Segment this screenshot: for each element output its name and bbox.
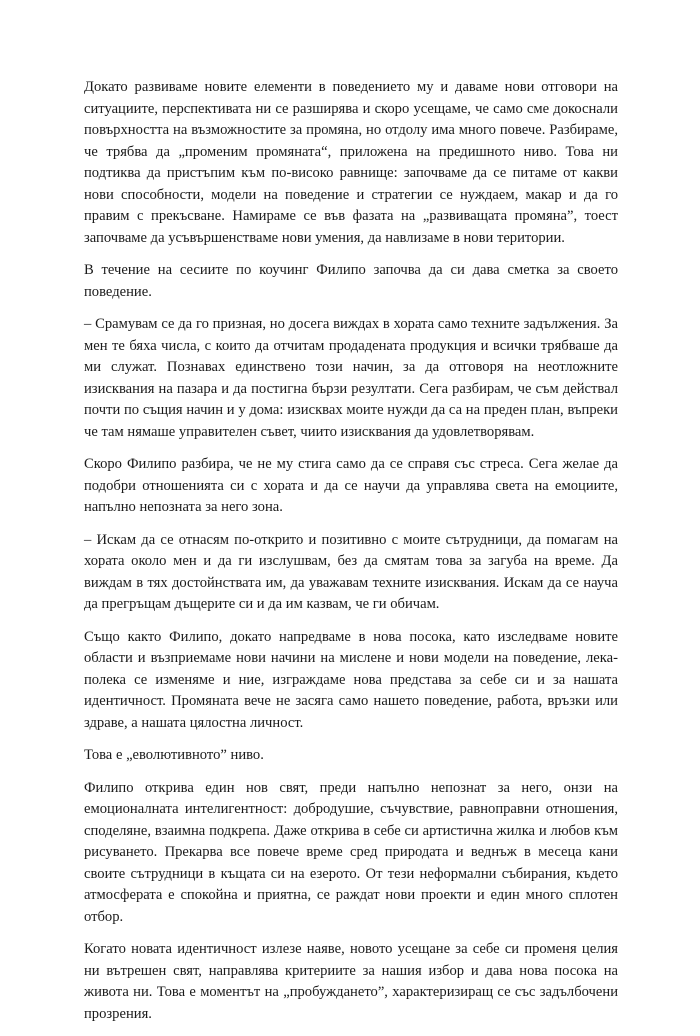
document-body <box>84 77 618 1036</box>
paragraph-3: – Срамувам се да го призная, но досега виждах в хората само техните задължения. За мен те бяха числа, с които да отчитам продадената продукция и всички трябваше да ми служат. Познавах единствено този начин, за да отговоря на неотложните изисквания на пазара и да постигна бързи резултати. Сега разбирам, че съм действал почти по същия начин и у дома: изисквах моите нужди да са на преден план, въпреки че там нямаше управителен съвет, чиито изисквания да удовлетворявам. <box>84 316 618 440</box>
paragraph-8: Филипо открива един нов свят, преди напълно непознат за него, онзи на емоционалната интелигентност: добродушие, съчувствие, равноправни отношения, споделяне, взаимна подкрепа. Даже открива в себе си артистична жилка и любов към рисуването. Прекарва все повече време сред природата и веднъж в месеца кани своите сътрудници в къщата си на езерото. От тези неформални събирания, където атмосферата е спокойна и приятна, се раждат нови проекти и един много сплотен отбор. <box>84 779 618 925</box>
paragraph-1: Докато развиваме новите елементи в поведението му и даваме нови отговори на ситуациите, перспективата ни се разширява и скоро усещаме, че само сме докоснали повърхността на възможностите за промяна, но отдолу има много повече. Разбираме, че трябва да „променим промяната“, приложена на предишното ниво. Това ни подтиква да пристъпим към по-високо равнище: започваме да се питаме от какви нови способности, модели на поведение и стратегии се нуждаем, макар и да го правим с прекъсване. Намираме се във фазата на „развиващата промяна”, тоест започваме да усъвършенстваме нови умения, да навлизаме в нови територии. <box>84 79 618 246</box>
paragraph-6: Също както Филипо, докато напредваме в нова посока, като изследваме новите области и възприемаме нови начини на мислене и нови модели на поведение, лека-полека се изменяме и ние, изграждаме нова представа за себе си и за нашата идентичност. Промяната вече не засяга само нашето поведение, работа, връзки или здраве, а нашата цялостна личност. <box>84 628 618 731</box>
paragraph-4: Скоро Филипо разбира, че не му стига само да се справя със стреса. Сега желае да подобри отношенията си с хората и да се научи да управлява света на емоциите, напълно непозната за него зона. <box>84 456 618 515</box>
paragraph-5: – Искам да се отнасям по-открито и позитивно с моите сътрудници, да помагам на хората около мен и да ги изслушвам, без да смятам това за загуба на време. Да виждам в тях достойнствата им, да уважавам техните изисквания. Искам да се науча да прегръщам дъщерите си и да им казвам, че ги обичам. <box>84 531 618 612</box>
paragraph-2: В течение на сесиите по коучинг Филипо започва да си дава сметка за своето поведение. <box>84 262 618 300</box>
paragraph-7: Това е „еволютивното” ниво. <box>84 747 264 763</box>
paragraph-9: Когато новата идентичност излезе наяве, новото усещане за себе си променя целия ни вътрешен свят, направлява критериите за нашия избор и дава нова посока на живота ни. Това е моментът на „пробуждането”, характеризиращ се със задълбочени прозрения. <box>84 941 618 1022</box>
